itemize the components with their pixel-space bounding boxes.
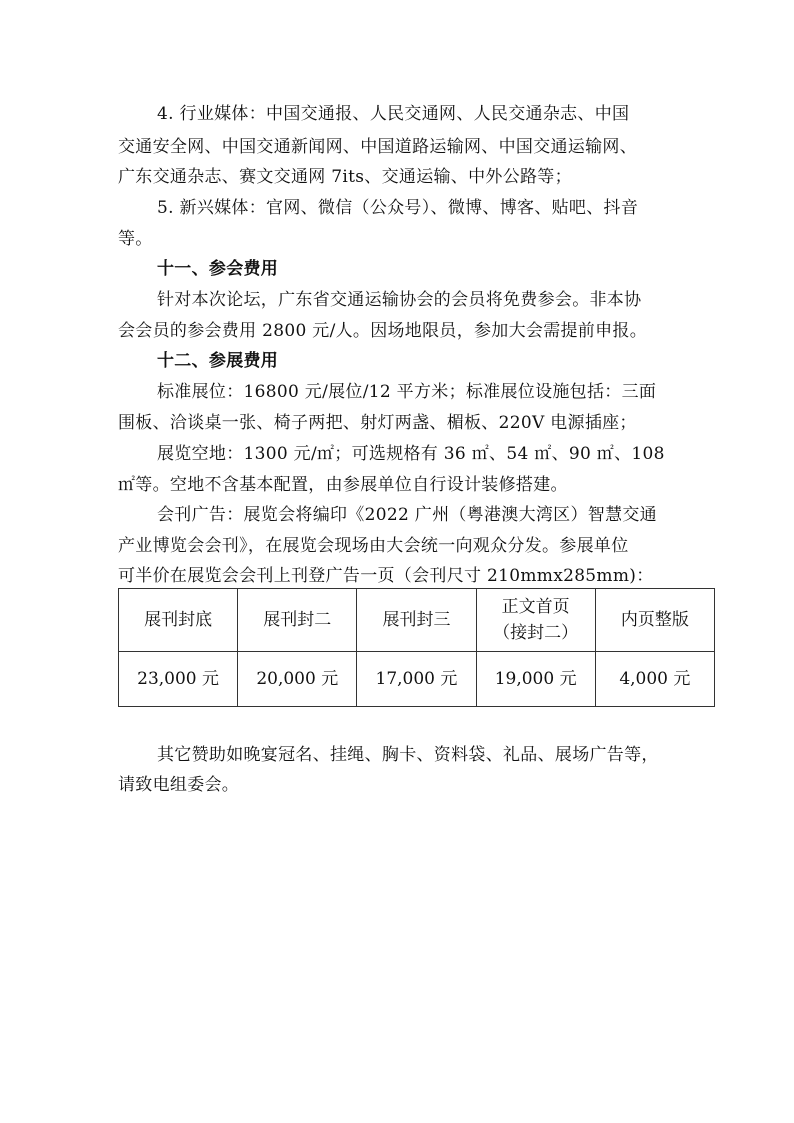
raw-space-line-2: ㎡等。空地不含基本配置，由参展单位自行设计装修搭建。 xyxy=(118,475,568,495)
section-11-heading: 十一、参会费用 xyxy=(157,259,279,279)
catalog-ad-line-1: 会刊广告：展览会将编印《2022 广州（粤港澳大湾区）智慧交通 xyxy=(157,505,657,525)
section-11-line-2: 会会员的参会费用 2800 元/人。因场地限员，参加大会需提前申报。 xyxy=(118,321,647,341)
table-price-cell: 4,000 元 xyxy=(595,652,714,707)
new-media-line-1: 5. 新兴媒体：官网、微信（公众号）、微博、博客、贴吧、抖音 xyxy=(157,198,639,218)
table-price-cell: 19,000 元 xyxy=(476,652,595,707)
table-header-row xyxy=(119,589,715,652)
catalog-ad-line-2: 产业博览会会刊》，在展览会现场由大会统一向观众分发。参展单位 xyxy=(118,536,629,556)
table-price-cell: 17,000 元 xyxy=(357,652,476,707)
industry-media-line-3: 广东交通杂志、赛文交通网 7its、交通运输、中外公路等； xyxy=(118,167,572,187)
industry-media-line-1: 4. 行业媒体：中国交通报、人民交通网、人民交通杂志、中国 xyxy=(157,104,630,124)
sponsor-line-2: 请致电组委会。 xyxy=(118,775,240,795)
standard-booth-line-2: 围板、洽谈桌一张、椅子两把、射灯两盏、楣板、220V 电源插座； xyxy=(118,413,637,433)
industry-media-line-2: 交通安全网、中国交通新闻网、中国道路运输网、中国交通运输网、 xyxy=(118,137,637,157)
section-11-line-1: 针对本次论坛，广东省交通运输协会的会员将免费参会。非本协 xyxy=(157,290,642,310)
table-header-cell: 展刊封三 xyxy=(357,589,476,652)
table-header-cell: 内页整版 xyxy=(595,589,714,652)
table-row xyxy=(119,652,715,707)
sponsor-line-1: 其它赞助如晚宴冠名、挂绳、胸卡、资料袋、礼品、展场广告等， xyxy=(157,745,659,765)
table-price-cell: 23,000 元 xyxy=(119,652,238,707)
table-header-cell: 展刊封二 xyxy=(238,589,357,652)
table-price-cell: 20,000 元 xyxy=(238,652,357,707)
catalog-ad-line-3: 可半价在展览会会刊上刊登广告一页（会刊尺寸 210mmx285mm)： xyxy=(118,566,654,586)
table-header-cell: 展刊封底 xyxy=(119,589,238,652)
section-12-heading: 十二、参展费用 xyxy=(157,351,279,371)
raw-space-line-1: 展览空地：1300 元/㎡；可选规格有 36 ㎡、54 ㎡、90 ㎡、108 xyxy=(157,444,665,464)
ad-price-table xyxy=(118,588,715,707)
table-header-cell: 正文首页 （接封二） xyxy=(476,589,595,652)
new-media-line-2: 等。 xyxy=(118,229,153,249)
standard-booth-line-1: 标准展位：16800 元/展位/12 平方米；标准展位设施包括：三面 xyxy=(157,382,657,402)
